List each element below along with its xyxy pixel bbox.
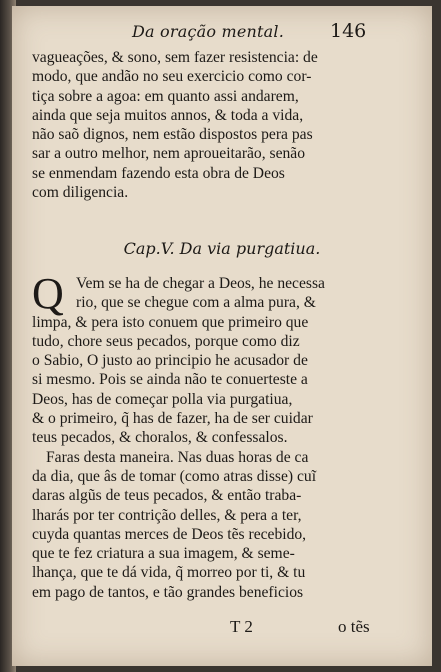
text-line: sar a outro melhor, nem aproueitarão, senão	[32, 145, 306, 163]
chapter-heading: Cap.V. Da via purgatiua.	[123, 239, 321, 258]
catchword: o tẽs	[338, 617, 370, 636]
book-page	[12, 6, 432, 666]
text-line: o Sabio, O justo ao principio he acusador de	[32, 352, 308, 370]
drop-cap: Q	[32, 269, 64, 318]
text-line: Vem se ha de chegar a Deos, he necessa	[76, 275, 325, 292]
text-line: si mesmo. Pois se ainda não te conuerteste a	[32, 371, 308, 389]
text-line: Faras desta maneira. Nas duas horas de ca	[46, 448, 309, 466]
text-line: vagueações, & sono, sem fazer resistencia: de	[32, 49, 318, 66]
text-line: se enmendam fazendo esta obra de Deos	[32, 164, 285, 182]
text-line: com diligencia.	[32, 184, 129, 202]
paragraph-2	[32, 269, 410, 602]
page-footer	[12, 617, 432, 641]
text-line: Deos, has de começar polla via purgatiua,	[32, 390, 293, 408]
text-line: lhança, que te dá vida, q̃ morreo por ti, & tu	[32, 564, 306, 582]
text-line: limpa, & pera isto conuem que primeiro que	[32, 313, 309, 331]
text-line: & o primeiro, q̃ has de fazer, ha de ser cuidar	[32, 410, 313, 428]
text-line: tudo, chore seus pecados, porque como diz	[32, 332, 300, 350]
text-line: da dia, que âs de tomar (como atras disse) cuĩ	[32, 467, 317, 485]
text-line: tiça sobre a agoa: em quanto assi andarem,	[32, 87, 299, 105]
text-line: não saõ dignos, nem estão dispostos pera pas	[32, 126, 313, 144]
paragraph-1	[32, 48, 410, 202]
text-line: em pago de tantos, e tão grandes beneficios	[32, 583, 304, 601]
page-header	[12, 22, 432, 48]
text-line: rio, que se chegue com a alma pura, &	[76, 294, 316, 312]
running-title: Da oração mental.	[132, 22, 285, 41]
text-line: modo, que andão no seu exercicio como cor-	[32, 68, 312, 86]
text-line: lharás por ter contrição delles, & pera a ter,	[32, 506, 302, 524]
text-line: cuyda quantas merces de Deos tẽs recebido,	[32, 525, 307, 543]
text-line: teus pecados, & choralos, & confessalos.	[32, 429, 288, 447]
signature-mark: T 2	[230, 617, 253, 636]
page-number: 146	[330, 20, 367, 42]
text-line: que te fez criatura a sua imagem, & seme-	[32, 545, 295, 563]
text-line: ainda que seja muitos annos, & toda a vida,	[32, 106, 304, 124]
text-line: daras algũs de teus pecados, & então traba-	[32, 487, 302, 505]
